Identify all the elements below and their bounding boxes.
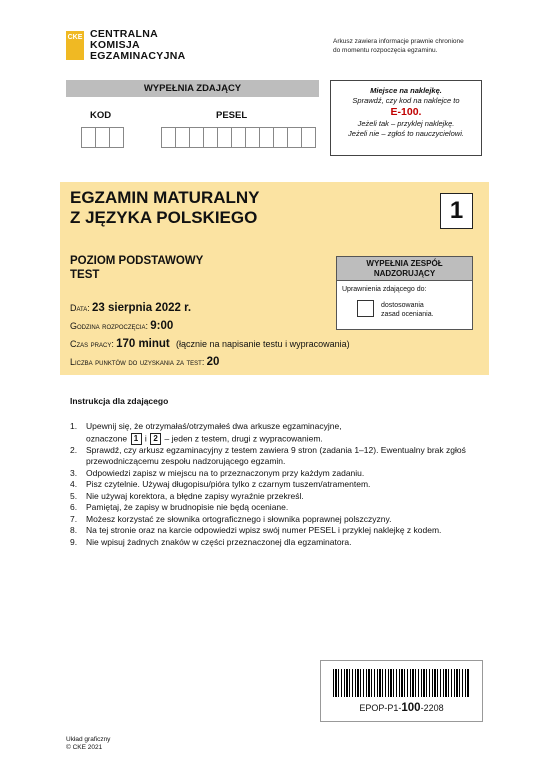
list-item [70,514,490,526]
kod-label: KOD [90,110,112,121]
barcode-box [320,660,483,722]
item-number: 2. [70,444,78,455]
digit-cell[interactable] [161,127,175,148]
pesel-label: PESEL [216,110,248,121]
item-text: Pisz czytelnie. Używaj długopisu/pióra tylko z czarnym tuszem/atramentem. [86,479,371,489]
item1-and: i [144,432,147,443]
item-text: Nie wpisuj żadnych znaków w części przeznaczonej dla egzaminatora. [86,536,352,547]
item-number: 8. [70,525,78,535]
sheet-1-mark: 1 [131,433,142,445]
barcode-icon [333,669,470,697]
candidate-fill-heading: WYPEŁNIA ZDAJĄCY [66,80,319,97]
duration-value: 170 minut [116,338,170,350]
digit-cell[interactable] [273,127,287,148]
item-number: 5. [70,490,78,501]
exam-start-time [70,320,173,333]
item-number: 4. [70,479,78,489]
digit-cell[interactable] [287,127,301,148]
item-text: Sprawdź, czy arkusz egzaminacyjny z testem zawiera 9 stron (zadania 1–12). Ewentualny brak zgłoś przewodniczącemu zespołu nadzorującego egzamin. [86,444,466,466]
item-text: Odpowiedzi zapisz w miejscu na to przeznaczonym przy każdym zadaniu. [86,467,365,478]
item1-text-part3: – jeden z testem, drugi z wypracowaniem. [164,432,323,443]
adjustment-checkbox[interactable] [357,300,374,317]
item-text [86,421,342,445]
institution-line2: KOMISJA [90,39,140,51]
item-text: Nie używaj korektora, a błędne zapisy wyraźnie przekreśl. [86,490,304,501]
supervisor-heading-line1: WYPEŁNIA ZESPÓŁ [366,259,443,268]
digit-cell[interactable] [109,127,124,148]
item-text: Na tej stronie oraz na karcie odpowiedzi wpisz swój numer PESEL i przyklej naklejkę z kodem. [86,525,442,535]
item-number: 9. [70,536,78,547]
level-line1: POZIOM PODSTAWOWY [70,255,204,267]
digit-cell[interactable] [301,127,316,148]
footer-copyright: © CKE 2021 [66,744,103,751]
level-line2: TEST [70,269,100,281]
sticker-yes-text: Jeżeli tak – przyklej naklejkę. [357,119,455,128]
institution-line1: CENTRALNA [90,28,159,40]
item1-text-part1: Upewnij się, że otrzymałaś/otrzymałeś dwa arkusze egzaminacyjne, [86,421,342,431]
supervisor-text: Uprawnienia zdającego do: [342,286,427,293]
list-item [70,525,490,537]
date-value: 23 sierpnia 2022 r. [92,302,192,314]
date-label: Data: [70,303,90,313]
list-item [70,491,490,503]
footer-layout-credit: Układ graficzny [66,736,111,743]
notice-line2: do momentu rozpoczęcia egzaminu. [333,46,438,54]
start-label: Godzina rozpoczęcia: [70,321,149,331]
institution-line3: EGZAMINACYJNA [90,50,186,62]
points-value: 20 [206,356,220,368]
sticker-code: E-100. [390,106,422,118]
digit-cell[interactable] [189,127,203,148]
exam-duration [70,338,350,351]
instructions-list [70,421,490,548]
exam-title-line2: Z JĘZYKA POLSKIEGO [70,208,258,227]
digit-cell[interactable] [95,127,109,148]
digit-cell[interactable] [175,127,189,148]
notice-line1: Arkusz zawiera informacje prawnie chronione [333,38,464,45]
barcode-prefix: EPOP-P1- [359,703,402,713]
list-item [70,445,490,468]
checkbox-label-line2: zasad oceniania. [381,311,434,318]
duration-note: (łącznie na napisanie testu i wypracowania) [176,339,350,349]
checkbox-label-line1: dostosowania [381,302,424,309]
digit-cell[interactable] [231,127,245,148]
exam-title-line1: EGZAMIN MATURALNY [70,188,260,207]
item-text: Pamiętaj, że zapisy w brudnopisie nie będą oceniane. [86,502,289,512]
sticker-check-text: Sprawdź, czy kod na naklejce to [352,96,460,105]
digit-cell[interactable] [203,127,217,148]
sticker-area [330,80,482,156]
item-number: 6. [70,502,78,512]
item-text: Możesz korzystać ze słownika ortograficznego i słownika poprawnej polszczyzny. [86,513,392,524]
barcode-suffix: -2208 [420,703,444,713]
sticker-no-text: Jeżeli nie – zgłoś to nauczycielowi. [348,129,464,138]
digit-cell[interactable] [81,127,95,148]
pesel-field[interactable] [161,127,316,148]
footer [66,736,110,752]
list-item [70,421,490,445]
exam-date [70,302,191,315]
duration-label: Czas pracy: [70,339,114,349]
item-number: 3. [70,467,78,478]
institution-name [90,29,186,62]
instructions-heading: Instrukcja dla zdającego [70,396,169,406]
points-label: Liczba punktów do uzyskania za test: [70,357,205,367]
list-item [70,468,490,480]
sheet-2-mark: 2 [150,433,161,445]
confidentiality-notice [333,38,503,55]
digit-cell[interactable] [259,127,273,148]
list-item [70,479,490,491]
kod-field[interactable] [81,127,124,148]
exam-level [70,254,203,282]
item1-text-part2: oznaczone [86,432,128,443]
start-value: 9:00 [150,320,174,332]
cke-logo-icon [66,31,84,60]
exam-points [70,356,219,369]
supervisor-heading-line2: NADZORUJĄCY [373,269,436,278]
barcode-label [321,702,482,714]
logo-mark: CKE [67,34,83,41]
sheet-number-box: 1 [440,193,473,229]
sticker-title: Miejsce na naklejkę. [370,86,442,95]
exam-title [70,188,260,228]
supervisor-box [336,256,473,330]
list-item [70,537,490,549]
barcode-number: 100 [401,702,421,714]
list-item [70,502,490,514]
supervisor-heading [337,257,472,281]
item-number: 1. [70,421,78,431]
digit-cell[interactable] [245,127,259,148]
digit-cell[interactable] [217,127,231,148]
item-number: 7. [70,513,78,524]
adjustment-checkbox-label [381,301,434,319]
